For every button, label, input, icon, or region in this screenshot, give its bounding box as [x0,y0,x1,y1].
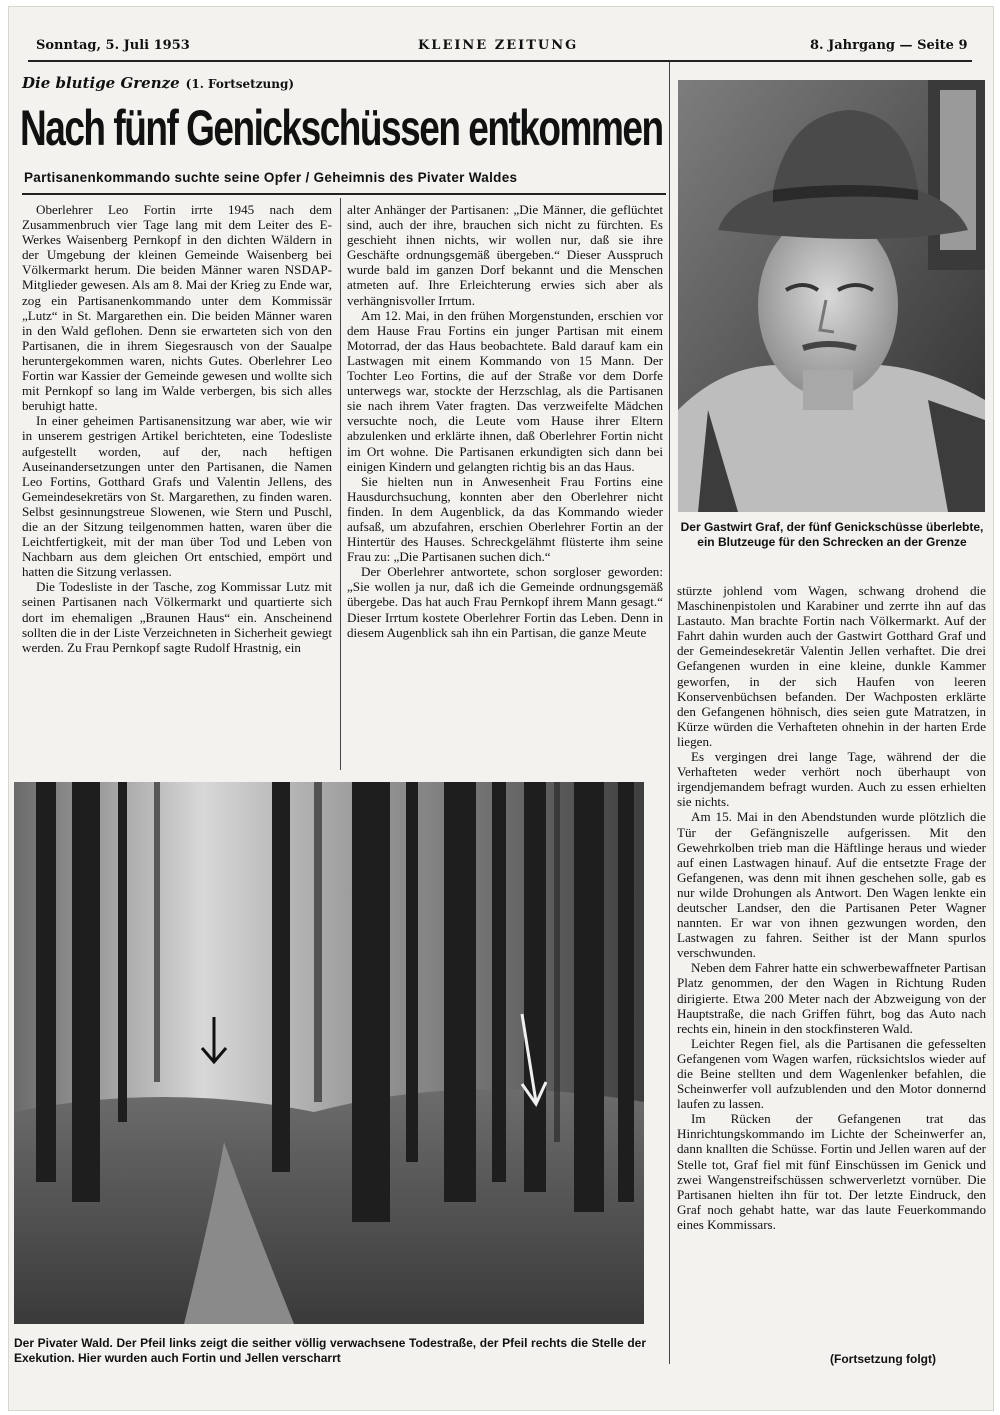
article-column-1 [22,202,332,655]
article-column-3 [677,583,986,1232]
article-column-2 [347,202,663,640]
paragraph: Die Todesliste in der Tasche, zog Kommissar Lutz mit seinen Partisanen nach Völkermarkt und quartierte sich dort im ehemaligen „Braunen Haus“ ein. Anscheinend sollten die in der Liste Verzeichneten in Sicherheit gewiegt werden. Zu Frau Pernkopf sagte Rudolf Hrastnig, ein [22,579,332,655]
paragraph: Neben dem Fahrer hatte ein schwerbewaffneter Partisan Platz genommen, der den Wagen in Richtung Ruden dirigierte. Etwa 200 Meter nach der Abzweigung von der Hauptstraße, die nach Griffen führt, bog das Auto nach rechts ein, hinein in den stockfinsteren Wald. [677,960,986,1036]
header-page-info: 8. Jahrgang — Seite 9 [810,38,968,53]
column-divider [669,62,670,1364]
header-newspaper-name: KLEINE ZEITUNG [418,38,579,53]
column-divider [340,198,341,770]
forest-photo [14,782,644,1324]
paragraph: Im Rücken der Gefangenen trat das Hinrichtungskommando im Lichte der Scheinwerfer an, dann knallten die Schüsse. Fortin und Jellen waren auf der Stelle tot, Graf fiel mit fünf Einschüssen im Genick und zwei Wangenstreifschüssen schwerverletzt vornüber. Die Partisanen hielten ihn für tot. Der letzte Eindruck, den Graf noch gehabt hatte, war das laute Feuerkommando eines Kommissars. [677,1111,986,1232]
paragraph: Oberlehrer Leo Fortin irrte 1945 nach dem Zusammenbruch vier Tage lang mit dem Leiter des E-Werkes Waisenberg Pernkopf in den dichten Wäldern in der Umgebung der kleinen Gemeinde Waisenberg bei Völkermarkt herum. Die beiden Männer waren NSDAP-Mitglieder gewesen. Als am 8. Mai der Krieg zu Ende war, zog ein Partisanenkommando unter dem Kommissär „Lutz“ in St. Margarethen ein. Die beiden Männer waren in den Wald geflohen. Denn sie erwarteten sich von den Partisanen, die in ihrem Siegesrausch von der Saualpe heruntergekommen waren, nichts Gutes. Oberlehrer Leo Fortin war Kassier der Gemeinde gewesen und wollte sich mit Pernkopf so lang im Walde verbergen, bis sich alles beruhigt hatte. [22,202,332,414]
portrait-image [678,80,985,512]
paragraph: Am 15. Mai in den Abendstunden wurde plötzlich die Tür der Gefängniszelle aufgerissen. Mit den Gewehrkolben trieb man die Häftlinge heraus und wieder auf einen Lastwagen hinauf. Auf die entsetzte Frage der Gefangenen, was denn mit ihnen geschehen solle, gab es nur wilde Drohungen als Antwort. Den Wagen lenkte ein deutscher Landser, den die Partisanen Peter Wagner nannten. Er war von ihnen gezwungen worden, den Lastwagen zu fahren. Seither ist der Mann spurlos verschwunden. [677,809,986,961]
paragraph: In einer geheimen Partisanensitzung war aber, wie wir in unserem gestrigen Artikel berichteten, eine Todesliste aufgestellt worden, auf der, nach heftigen Auseinandersetzungen unter den Partisanen, die Namen Leo Fortins, Gotthard Grafs und Valentin Jellens, des Gemeindesekretärs von St. Margarethen, zu finden waren. Selbst gesinnungstreue Slowenen, wie Stern und Puschl, die an der Sitzung teilgenommen hatten, waren über die Leichtfertigkeit, mit der man über Tod und Leben von Nachbarn aus dem gleichen Ort entschied, empört und hatten die Sitzung verlassen. [22,413,332,580]
article-kicker [22,74,294,92]
kicker-note: (1. Fortsetzung) [185,77,295,91]
header-date: Sonntag, 5. Juli 1953 [36,38,190,53]
forest-image [14,782,644,1324]
paragraph: Leichter Regen fiel, als die Partisanen die gefesselten Gefangenen vom Wagen warfen, rücksichtslos wieder auf die Beine stellten und dem Wagenlenker befahlen, die Scheinwerfer voll aufzublenden und den Motor donnernd laufen zu lassen. [677,1035,986,1112]
paragraph: Der Oberlehrer antwortete, schon sorgloser geworden: „Sie wollen ja nur, daß ich die Gemeinde ordnungsgemäß übergebe. Das hat auch Frau Pernkopf ihrem Mann gesagt.“ Dieser Irrtum kostete Oberlehrer Fortin das Leben. Denn in diesem Augenblick sah ihn ein Partisan, die ganze Meute [347,564,663,640]
kicker-text: Die blutige Grenze [22,74,180,92]
portrait-caption: Der Gastwirt Graf, der fünf Genickschüsse überlebte, ein Blutzeuge für den Schrecken an der Grenze [680,520,984,549]
paragraph: Am 12. Mai, in den frühen Morgenstunden, erschien vor dem Hause Frau Fortins ein junger Partisan mit einem Motorrad, der das Haus beobachtete. Bald darauf kam ein Lastwagen mit einem Kommando von 15 Mann. Der Tochter Leo Fortins, die auf der Straße vor dem Dorfe unterwegs war, stockte der Herzschlag, als die Partisanen sie nach ihrem Vater fragten. Das verzweifelte Mädchen versuchte noch, die Leute vom Hause ihrer Eltern abzulenken und erklärte ihnen, daß Oberlehrer Fortin nicht im Ort wohne. Die Partisanen erkundigten sich dann bei einigen Kindern und gelangten richtig bis an das Haus. [347,307,663,474]
continuation-note: (Fortsetzung folgt) [830,1352,936,1366]
paragraph: stürzte johlend vom Wagen, schwang drohend die Maschinenpistolen und Karabiner und zerrte ihn auf das Lastauto. Man brachte Fortin nach Völkermarkt. Auf der Fahrt dahin wurden auch der Gastwirt Gotthard Graf und der Gemeindesekretär Valentin Jellen verhaftet. Die drei Gefangenen wurden in eine kleine, dunkle Kammer geworfen, in der sich Haufen von leeren Konservenbüchsen befanden. Der Wachposten erklärte den Gefangenen höhnisch, dies seien gute Matratzen, in Kürze würden die Verhafteten ohnehin in der harten Erde liegen. [677,583,986,749]
subheadline: Partisanenkommando suchte seine Opfer / Geheimnis des Pivater Waldes [24,170,518,185]
headline: Nach fünf Genickschüssen entkommen [20,100,663,156]
paragraph: alter Anhänger der Partisanen: „Die Männer, die geflüchtet sind, auch der ihre, brauchen sich nicht zu fürchten. Es geschieht ihnen nichts, wir wollen nur, daß sie ihre Geschäfte ordnungsgemäß übergeben.“ Dieser Ausspruch wurde bald im ganzen Dorf bekannt und die Menschen atmeten auf. Ihre Erleichterung erwies sich aber als verhängnisvoller Irrtum. [347,202,663,308]
masthead-rule [28,60,972,62]
paragraph: Es vergingen drei lange Tage, während der die Verhafteten weder verhört noch überhaupt von irgendjemandem befragt wurden. Auch zu essen erhielten sie nichts. [677,749,986,810]
portrait-photo [678,80,985,512]
headline-rule [22,193,666,195]
forest-caption: Der Pivater Wald. Der Pfeil links zeigt die seither völlig verwachsene Todestraße, der Pfeil rechts die Stelle der Exekution. Hier wurden auch Fortin und Jellen verscharrt [14,1336,646,1365]
paragraph: Sie hielten nun in Anwesenheit Frau Fortins eine Hausdurchsuchung, konnten aber den Oberlehrer nicht finden. In dem Augenblick, da das Kommando wieder aufsaß, um abzufahren, erschien Oberlehrer Fortin an der Hintertür des Hauses. Schreckgelähmt flüsterte ihm seine Frau zu: „Die Partisanen suchen dich.“ [347,473,663,565]
